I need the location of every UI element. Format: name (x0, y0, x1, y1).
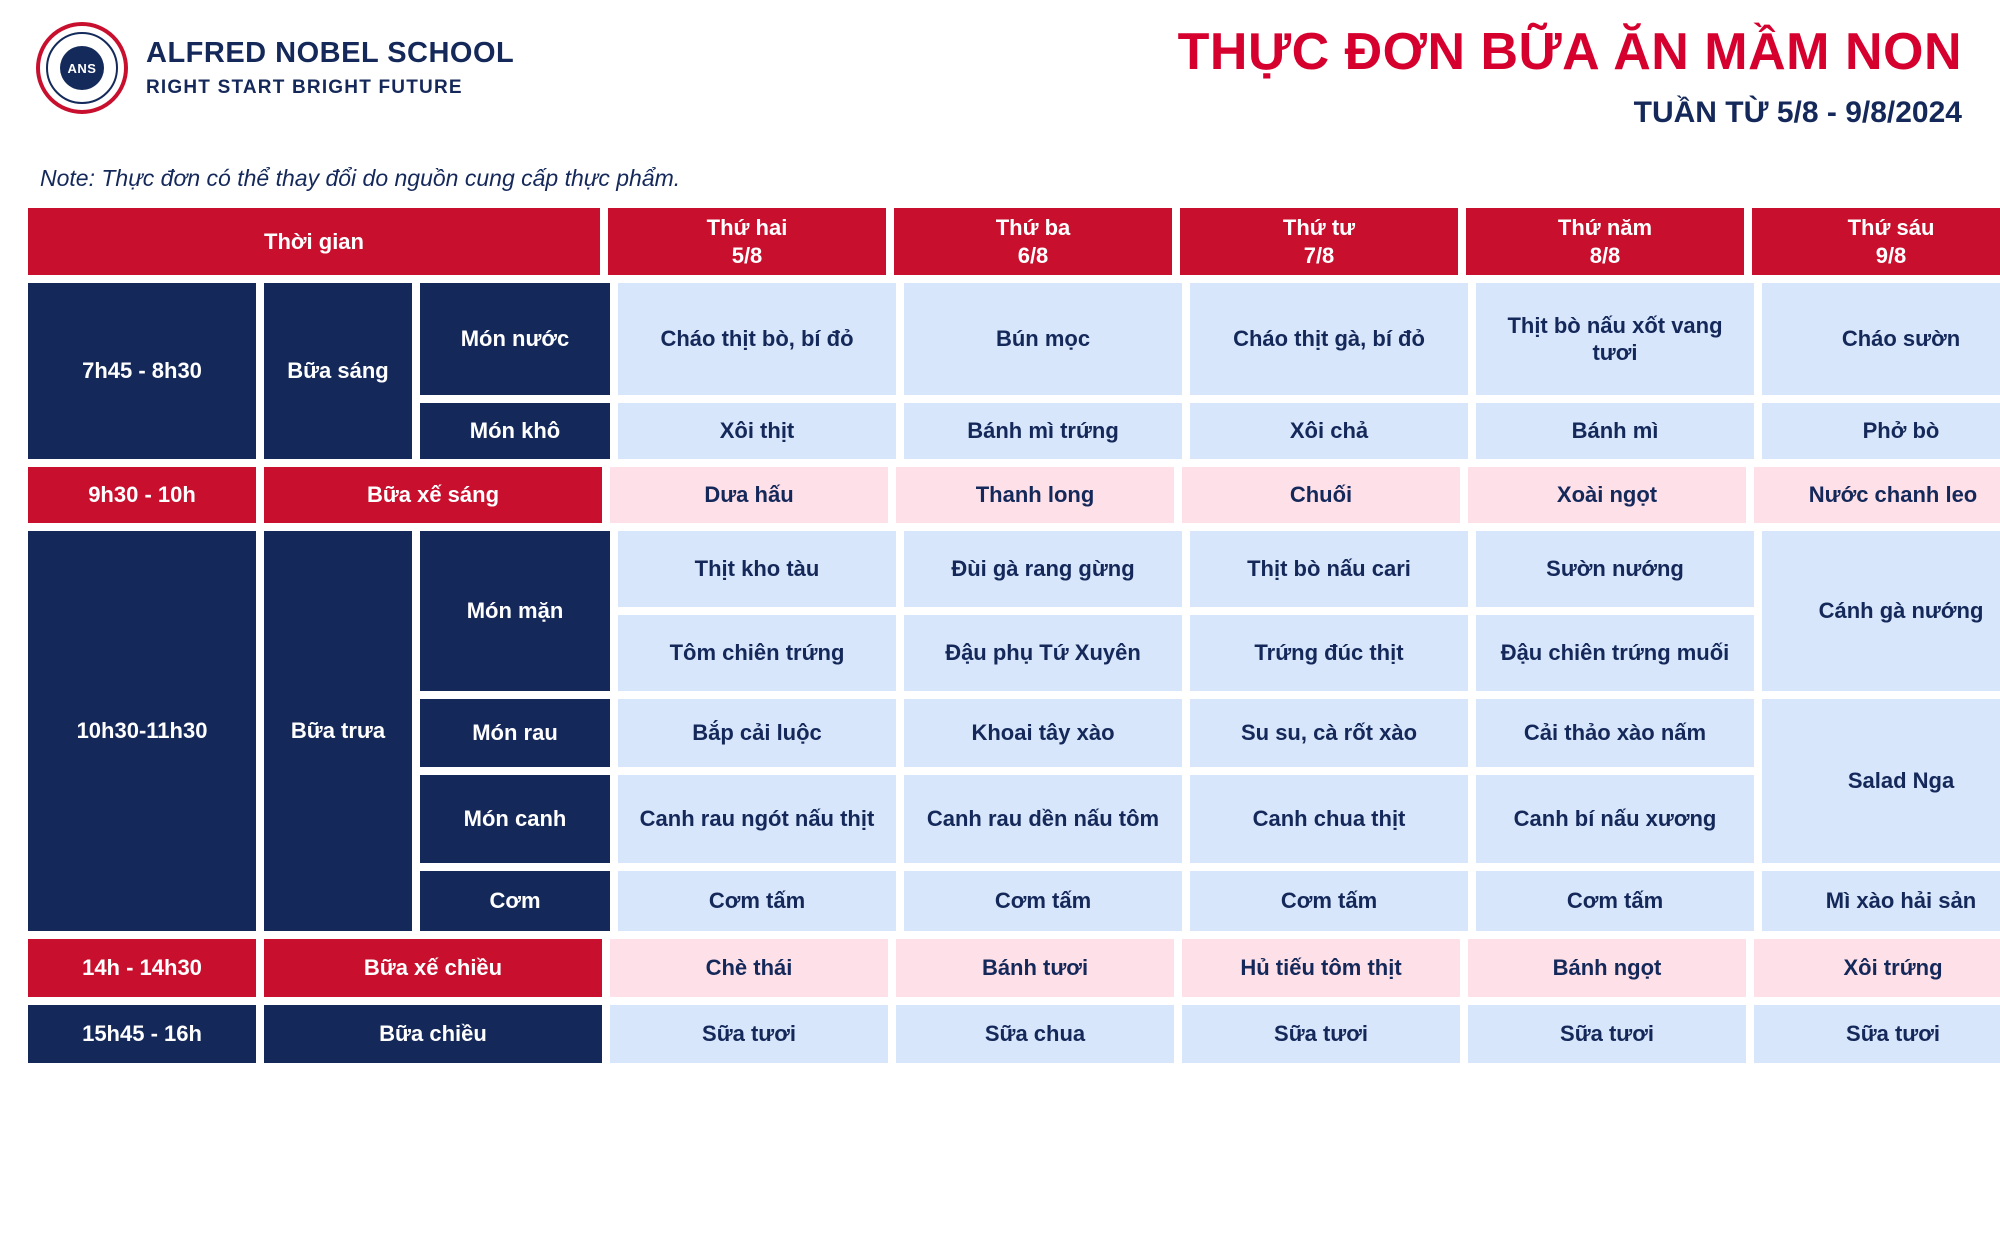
morning-snack-row (28, 467, 1978, 523)
header-day-name: Thứ ba (995, 215, 1071, 240)
lunch-time: 10h30-11h30 (28, 531, 256, 931)
lunch-soup-thursday: Canh bí nấu xương (1476, 775, 1754, 863)
school-tagline: RIGHT START BRIGHT FUTURE (146, 76, 463, 98)
lunch-meal-label: Bữa trưa (264, 531, 412, 931)
breakfast-soup-wednesday: Cháo thịt gà, bí đỏ (1190, 283, 1468, 395)
lunch-veg-wednesday: Su su, cà rốt xào (1190, 699, 1468, 767)
lunch-rice-thursday: Cơm tấm (1476, 871, 1754, 931)
lunch-veg-thursday: Cải thảo xào nấm (1476, 699, 1754, 767)
afternoon-snack-tuesday: Bánh tươi (896, 939, 1174, 997)
lunch-rows (420, 531, 2000, 931)
table-row (420, 699, 1754, 767)
header-day-tuesday (894, 208, 1172, 275)
lunch-main1-thursday: Sườn nướng (1476, 531, 1754, 607)
breakfast-dry-friday: Phở bò (1762, 403, 2000, 459)
lunch-veg-monday: Bắp cải luộc (618, 699, 896, 767)
header-day-name: Thứ sáu (1847, 215, 1935, 240)
lunch-rice-friday: Mì xào hải sản (1762, 871, 2000, 931)
dinner-tuesday: Sữa chua (896, 1005, 1174, 1063)
lunch-main1-tuesday: Đùi gà rang gừng (904, 531, 1182, 607)
header-day-date: 8/8 (1589, 242, 1621, 268)
table-row (420, 403, 2000, 459)
lunch-main2-tuesday: Đậu phụ Tứ Xuyên (904, 615, 1182, 691)
lunch-block (28, 531, 1984, 931)
morning-snack-meal-label: Bữa xế sáng (264, 467, 602, 523)
breakfast-type-soup: Món nước (420, 283, 610, 395)
morning-snack-thursday: Xoài ngọt (1468, 467, 1746, 523)
dinner-friday: Sữa tươi (1754, 1005, 2000, 1063)
lunch-rice-tuesday: Cơm tấm (904, 871, 1182, 931)
lunch-main2-thursday: Đậu chiên trứng muối (1476, 615, 1754, 691)
breakfast-rows (420, 283, 2000, 459)
lunch-main2-monday: Tôm chiên trứng (618, 615, 896, 691)
breakfast-dry-wednesday: Xôi chả (1190, 403, 1468, 459)
breakfast-soup-monday: Cháo thịt bò, bí đỏ (618, 283, 896, 395)
menu-note: Note: Thực đơn có thể thay đổi do nguồn cung cấp thực phẩm. (40, 165, 681, 191)
lunch-rice-monday: Cơm tấm (618, 871, 896, 931)
header-day-date: 9/8 (1875, 242, 1907, 268)
table-row (618, 531, 1754, 607)
lunch-soup-monday: Canh rau ngót nấu thịt (618, 775, 896, 863)
breakfast-soup-thursday: Thịt bò nấu xốt vang tươi (1476, 283, 1754, 395)
lunch-main2-wednesday: Trứng đúc thịt (1190, 615, 1468, 691)
breakfast-dry-thursday: Bánh mì (1476, 403, 1754, 459)
dinner-row (28, 1005, 1972, 1063)
table-row (420, 283, 2000, 395)
school-name: ALFRED NOBEL SCHOOL (146, 37, 515, 70)
lunch-veg-soup-section (420, 699, 2000, 863)
afternoon-snack-row (28, 939, 1972, 997)
lunch-main1-wednesday: Thịt bò nấu cari (1190, 531, 1468, 607)
breakfast-block (28, 283, 1972, 459)
menu-table (28, 208, 1984, 1063)
afternoon-snack-time: 14h - 14h30 (28, 939, 256, 997)
header-day-thursday (1466, 208, 1744, 275)
afternoon-snack-thursday: Bánh ngọt (1468, 939, 1746, 997)
dinner-thursday: Sữa tươi (1468, 1005, 1746, 1063)
breakfast-dry-monday: Xôi thịt (618, 403, 896, 459)
table-header-row (28, 208, 1972, 275)
page-header (28, 22, 1972, 172)
lunch-type-veg: Món rau (420, 699, 610, 767)
breakfast-meal-label: Bữa sáng (264, 283, 412, 459)
afternoon-snack-friday: Xôi trứng (1754, 939, 2000, 997)
afternoon-snack-monday: Chè thái (610, 939, 888, 997)
lunch-veg-tuesday: Khoai tây xào (904, 699, 1182, 767)
breakfast-soup-tuesday: Bún mọc (904, 283, 1182, 395)
lunch-veg-soup-left (420, 699, 1754, 863)
morning-snack-wednesday: Chuối (1182, 467, 1460, 523)
table-row (420, 775, 1754, 863)
lunch-soup-wednesday: Canh chua thịt (1190, 775, 1468, 863)
logo-monogram: ANS (60, 46, 104, 90)
lunch-type-rice: Cơm (420, 871, 610, 931)
afternoon-snack-wednesday: Hủ tiếu tôm thịt (1182, 939, 1460, 997)
afternoon-snack-meal-label: Bữa xế chiều (264, 939, 602, 997)
page-subtitle: TUẦN TỪ 5/8 - 9/8/2024 (1633, 96, 1962, 129)
dinner-monday: Sữa tươi (610, 1005, 888, 1063)
morning-snack-time: 9h30 - 10h (28, 467, 256, 523)
lunch-side-friday: Salad Nga (1762, 699, 2000, 863)
table-row (420, 871, 2000, 931)
breakfast-soup-friday: Cháo sườn (1762, 283, 2000, 395)
dinner-wednesday: Sữa tươi (1182, 1005, 1460, 1063)
lunch-type-main: Món mặn (420, 531, 610, 691)
lunch-main-section (420, 531, 2000, 691)
school-logo-icon (36, 22, 128, 114)
header-day-name: Thứ tư (1282, 215, 1356, 240)
lunch-main-grid (618, 531, 1754, 691)
dinner-meal-label: Bữa chiều (264, 1005, 602, 1063)
table-row (618, 615, 1754, 691)
header-day-name: Thứ hai (706, 215, 788, 240)
lunch-main-friday: Cánh gà nướng (1762, 531, 2000, 691)
dinner-time: 15h45 - 16h (28, 1005, 256, 1063)
page-title: THỰC ĐƠN BỮA ĂN MẦM NON (1177, 23, 1962, 81)
header-day-date: 7/8 (1303, 242, 1335, 268)
morning-snack-tuesday: Thanh long (896, 467, 1174, 523)
breakfast-type-dry: Món khô (420, 403, 610, 459)
morning-snack-friday: Nước chanh leo (1754, 467, 2000, 523)
morning-snack-monday: Dưa hấu (610, 467, 888, 523)
brand-text (146, 37, 514, 98)
title-block (1178, 22, 1972, 130)
header-day-name: Thứ năm (1557, 215, 1653, 240)
header-time-label: Thời gian (28, 208, 600, 275)
lunch-type-soup: Món canh (420, 775, 610, 863)
lunch-main1-monday: Thịt kho tàu (618, 531, 896, 607)
header-day-date: 5/8 (731, 242, 763, 268)
header-day-monday (608, 208, 886, 275)
breakfast-dry-tuesday: Bánh mì trứng (904, 403, 1182, 459)
header-day-friday (1752, 208, 2000, 275)
lunch-soup-tuesday: Canh rau dền nấu tôm (904, 775, 1182, 863)
lunch-rice-wednesday: Cơm tấm (1190, 871, 1468, 931)
header-day-date: 6/8 (1017, 242, 1049, 268)
header-day-wednesday (1180, 208, 1458, 275)
brand-block (28, 22, 514, 114)
breakfast-time: 7h45 - 8h30 (28, 283, 256, 459)
